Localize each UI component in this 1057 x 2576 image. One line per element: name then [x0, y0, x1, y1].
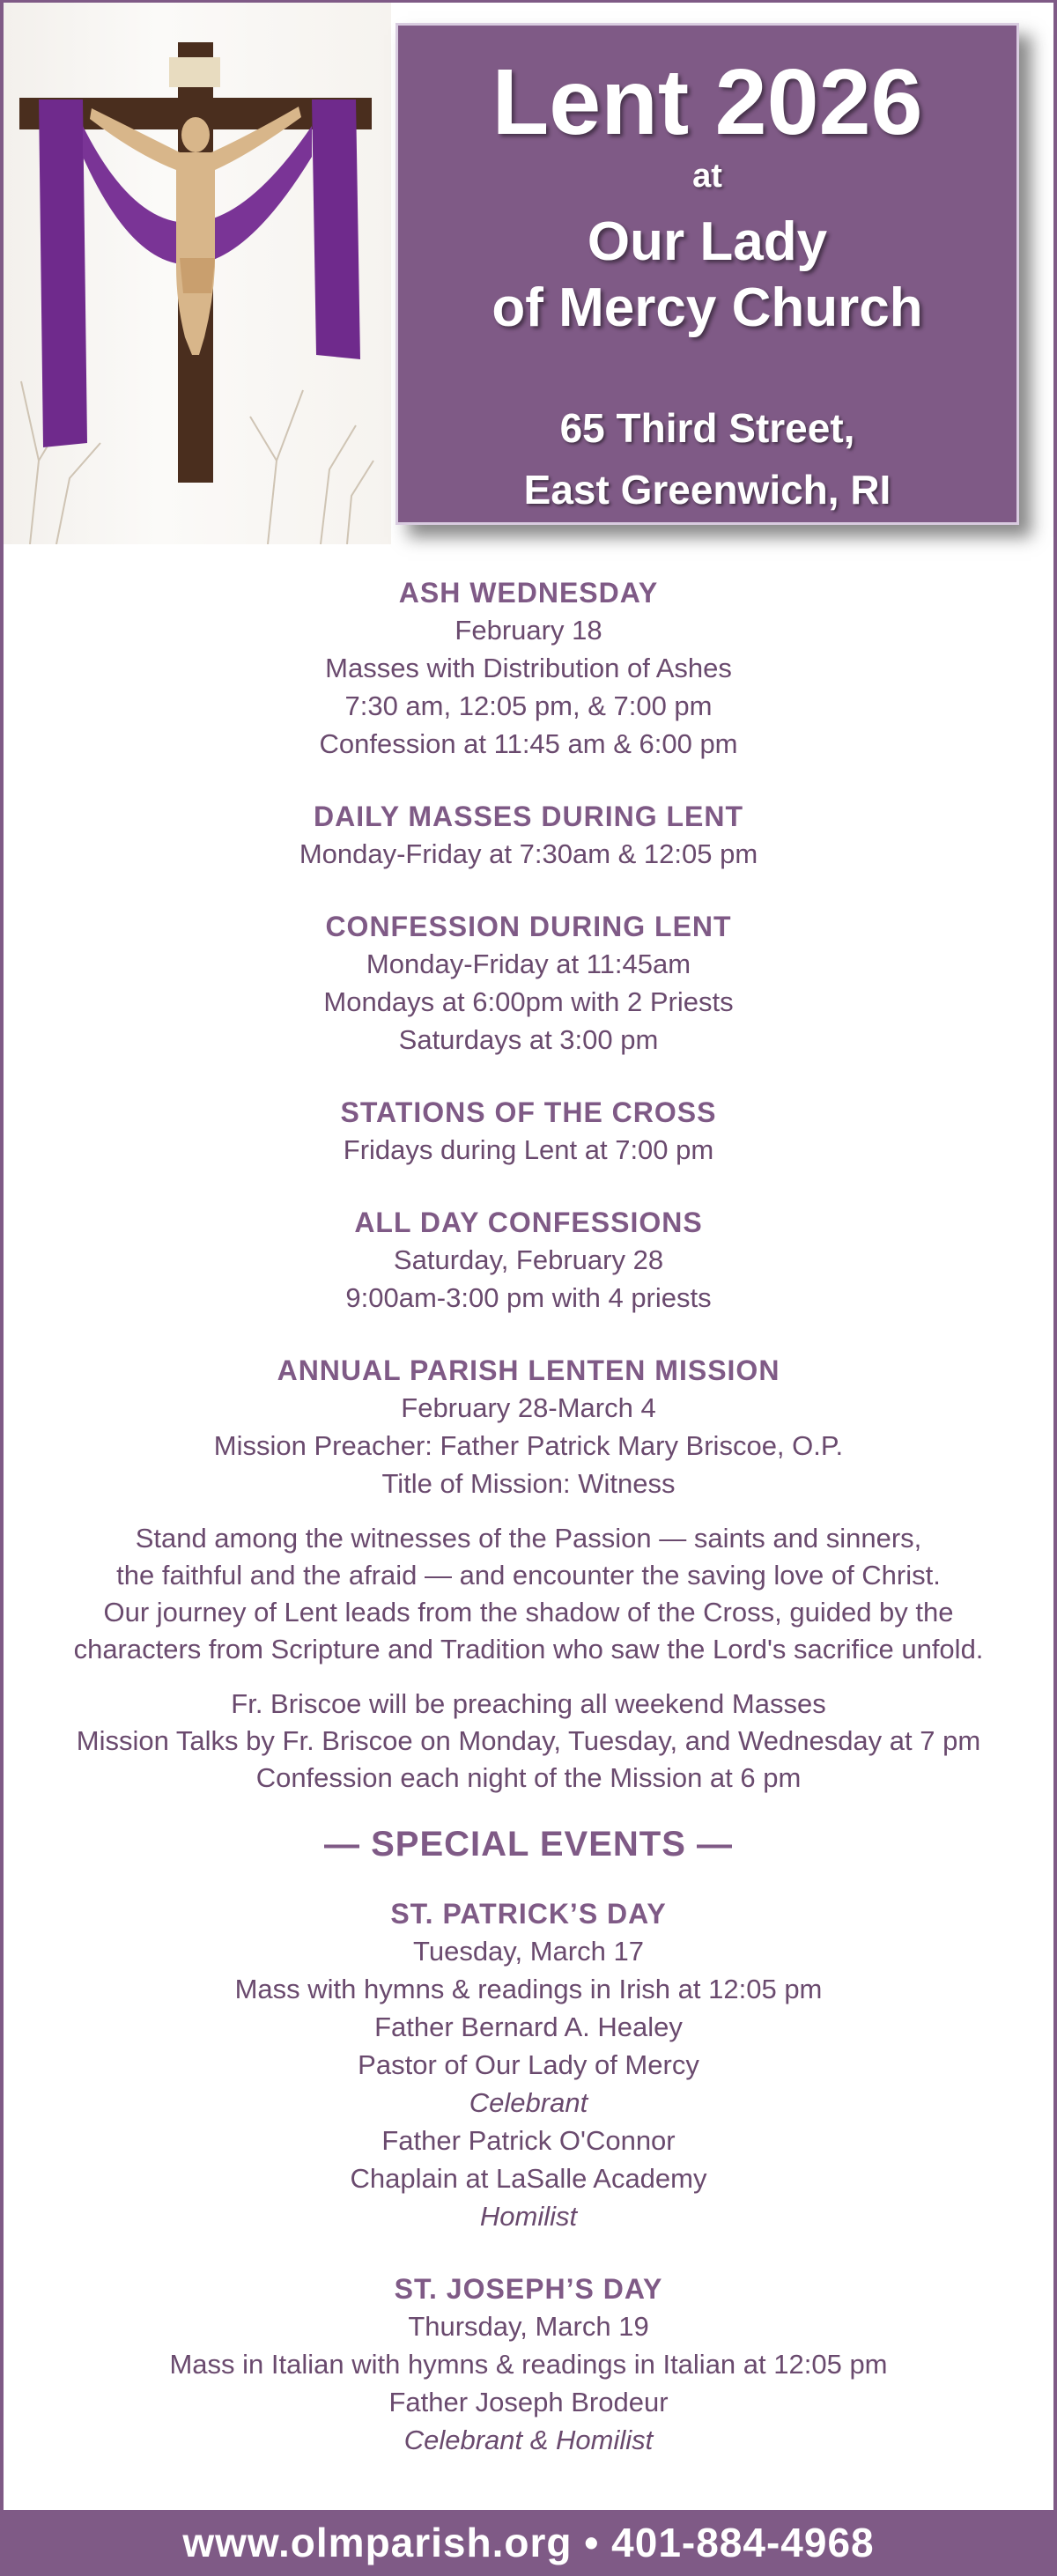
section-heading: ST. JOSEPH’S DAY [394, 2273, 663, 2305]
paragraph-line: Confession each night of the Mission at 6 pm [255, 1762, 802, 1793]
section-line: Mondays at 6:00pm with 2 Priests [323, 986, 734, 1017]
section-line: Masses with Distribution of Ashes [325, 653, 732, 683]
mission-description [9, 1520, 1048, 1668]
section-line: Fridays during Lent at 7:00 pm [343, 1134, 714, 1165]
church-name-line1: Our Lady [587, 211, 828, 272]
title-banner [395, 23, 1019, 525]
section-line: Tuesday, March 17 [413, 1936, 644, 1967]
role-label: Celebrant [469, 2087, 588, 2118]
schedule-content [9, 574, 1048, 2494]
section-line: February 28-March 4 [401, 1392, 656, 1423]
section-line: 7:30 am, 12:05 pm, & 7:00 pm [344, 690, 713, 721]
section-mission [9, 1352, 1048, 1502]
crucifix-image [4, 3, 391, 544]
section-daily-masses [9, 798, 1048, 873]
paragraph-line: Fr. Briscoe will be preaching all weekend Masses [231, 1688, 826, 1719]
section-line: Father Joseph Brodeur [388, 2387, 669, 2417]
section-line: Pastor of Our Lady of Mercy [358, 2049, 699, 2080]
paragraph-line: characters from Scripture and Tradition who saw the Lord's sacrifice unfold. [73, 1634, 984, 1664]
section-heading: CONFESSION DURING LENT [325, 911, 732, 942]
section-line: Confession at 11:45 am & 6:00 pm [319, 728, 738, 759]
role-label: Homilist [479, 2201, 578, 2232]
section-line: Saturdays at 3:00 pm [398, 1024, 659, 1055]
section-heading: ANNUAL PARISH LENTEN MISSION [277, 1354, 780, 1386]
section-line: Father Bernard A. Healey [374, 2011, 683, 2042]
section-ash-wednesday [9, 574, 1048, 763]
church-name-line2: of Mercy Church [492, 277, 923, 338]
section-heading: ASH WEDNESDAY [398, 577, 659, 609]
section-line: Monday-Friday at 11:45am [366, 948, 691, 979]
address-line1: 65 Third Street, [559, 405, 855, 451]
section-line: Monday-Friday at 7:30am & 12:05 pm [299, 838, 758, 869]
role-label: Celebrant & Homilist [403, 2425, 654, 2455]
special-events-heading: — SPECIAL EVENTS — [323, 1825, 733, 1864]
section-line: Thursday, March 19 [408, 2311, 649, 2342]
paragraph-line: Our journey of Lent leads from the shadow of the Cross, guided by the [103, 1597, 954, 1628]
section-heading: STATIONS OF THE CROSS [340, 1096, 717, 1128]
section-heading: ST. PATRICK’S DAY [390, 1898, 667, 1930]
section-line: February 18 [455, 615, 602, 646]
paragraph-line: the faithful and the afraid — and encounter the saving love of Christ. [116, 1560, 941, 1591]
section-confession [9, 908, 1048, 1059]
section-st-patricks-day [9, 1895, 1048, 2235]
section-line: 9:00am-3:00 pm with 4 priests [345, 1282, 712, 1313]
title-at: at [692, 158, 722, 195]
paragraph-line: Mission Talks by Fr. Briscoe on Monday, Tuesday, and Wednesday at 7 pm [76, 1725, 981, 1756]
section-all-day-confessions [9, 1204, 1048, 1317]
section-line: Father Patrick O'Connor [381, 2125, 676, 2156]
section-line: Mass in Italian with hymns & readings in Italian at 12:05 pm [169, 2349, 888, 2380]
section-st-josephs-day [9, 2270, 1048, 2459]
page-title: Lent 2026 [492, 50, 923, 154]
footer-contact[interactable]: www.olmparish.org • 401-884-4968 [0, 2510, 1057, 2576]
section-line: Mission Preacher: Father Patrick Mary Briscoe, O.P. [213, 1430, 844, 1461]
address-line2: East Greenwich, RI [523, 467, 891, 513]
mission-details [9, 1686, 1048, 1797]
section-line: Chaplain at LaSalle Academy [350, 2163, 707, 2194]
section-heading: DAILY MASSES DURING LENT [313, 801, 744, 832]
section-line: Title of Mission: Witness [381, 1468, 676, 1499]
section-heading: ALL DAY CONFESSIONS [354, 1207, 703, 1238]
section-stations [9, 1094, 1048, 1169]
section-line: Saturday, February 28 [393, 1244, 664, 1275]
paragraph-line: Stand among the witnesses of the Passion — saints and sinners, [135, 1523, 922, 1554]
section-line: Mass with hymns & readings in Irish at 12:05 pm [234, 1974, 823, 2004]
